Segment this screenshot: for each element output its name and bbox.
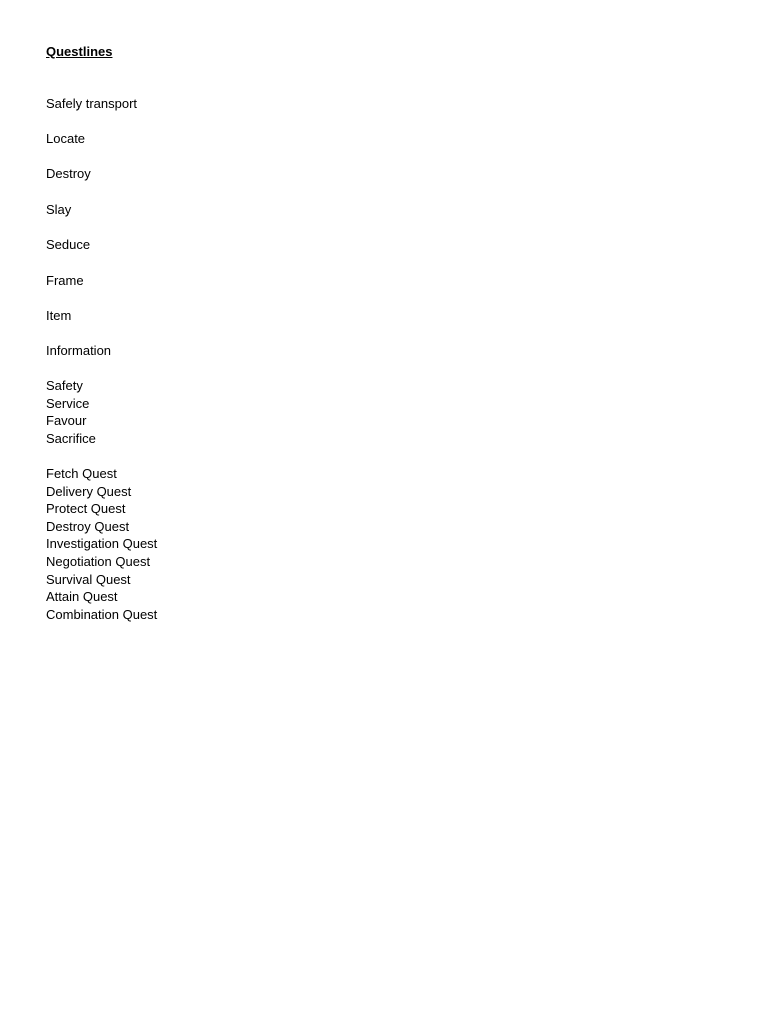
list-item: Destroy <box>46 166 91 181</box>
list-item: Safely transport <box>46 96 138 111</box>
list-item: Favour <box>46 413 87 428</box>
list-item: Combination Quest <box>46 607 158 622</box>
list-item: Service <box>46 396 90 411</box>
list-item: Fetch Quest <box>46 466 117 481</box>
document-title: Questlines <box>46 44 113 59</box>
list-item: Frame <box>46 273 84 288</box>
list-item: Item <box>46 308 72 323</box>
list-item: Safety <box>46 378 83 393</box>
list-item: Destroy Quest <box>46 519 130 534</box>
list-item: Seduce <box>46 237 91 252</box>
list-item: Survival Quest <box>46 572 131 587</box>
list-item: Attain Quest <box>46 589 118 604</box>
list-item: Protect Quest <box>46 501 126 516</box>
list-item: Delivery Quest <box>46 484 132 499</box>
list-item: Investigation Quest <box>46 536 158 551</box>
list-item: Information <box>46 343 112 358</box>
list-item: Locate <box>46 131 86 146</box>
list-item: Negotiation Quest <box>46 554 151 569</box>
list-item: Slay <box>46 202 72 217</box>
list-item: Sacrifice <box>46 431 96 446</box>
